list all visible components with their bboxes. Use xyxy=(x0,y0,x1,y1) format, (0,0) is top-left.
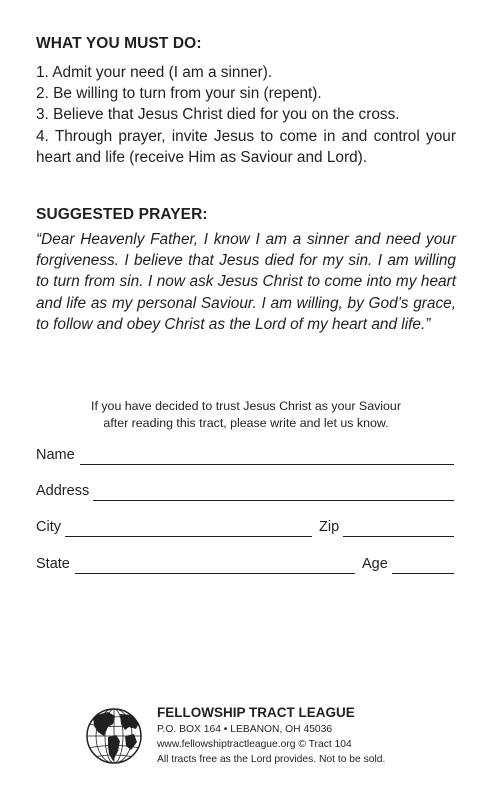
intro-line: after reading this tract, please write and let us know. xyxy=(103,416,389,430)
globe-icon xyxy=(84,706,144,766)
state-label: State xyxy=(36,556,70,572)
city-line[interactable] xyxy=(65,536,312,537)
response-intro xyxy=(36,398,456,432)
organization-name: FELLOWSHIP TRACT LEAGUE xyxy=(157,705,355,720)
publisher-info xyxy=(157,704,457,767)
age-label: Age xyxy=(362,556,388,572)
prayer-text: “Dear Heavenly Father, I know I am a sinner and need your forgiveness. I believe that Jesus died for my sin. I am willing to turn from sin. I now ask Jesus Christ to come into my heart and life as my personal Saviour. I am willing, by God’s grace, to follow and obey Christ as the Lord of my heart and life.” xyxy=(36,231,456,333)
address-label: Address xyxy=(36,483,90,499)
address-row xyxy=(36,483,456,505)
step-item: 1. Admit your need (I am a sinner). xyxy=(36,64,273,81)
age-line[interactable] xyxy=(392,573,454,574)
step-item: 2. Be willing to turn from your sin (repent). xyxy=(36,85,322,103)
steps-list xyxy=(36,62,456,168)
zip-line[interactable] xyxy=(343,536,454,537)
city-zip-row xyxy=(36,519,456,541)
step-item: 3. Believe that Jesus Christ died for you on the cross. xyxy=(36,106,400,124)
city-label: City xyxy=(36,519,61,535)
state-line[interactable] xyxy=(75,573,355,574)
state-age-row xyxy=(36,556,456,578)
address-line[interactable] xyxy=(93,500,454,501)
step-item: 4. Through prayer, invite Jesus to come in and control your heart and life (receive Him as Saviour and Lord). xyxy=(36,127,456,166)
intro-line: If you have decided to trust Jesus Christ as your Saviour xyxy=(91,399,401,413)
prayer-heading: SUGGESTED PRAYER: xyxy=(36,206,208,223)
free-notice: All tracts free as the Lord provides. Not to be sold. xyxy=(157,754,386,765)
zip-label: Zip xyxy=(319,519,340,535)
name-row xyxy=(36,447,456,469)
website-line: www.fellowshiptractleague.org © Tract 104 xyxy=(157,739,352,750)
postal-address: P.O. BOX 164 • LEBANON, OH 45036 xyxy=(157,724,333,735)
name-label: Name xyxy=(36,447,75,463)
steps-heading: WHAT YOU MUST DO: xyxy=(36,35,202,52)
name-line[interactable] xyxy=(80,464,454,465)
